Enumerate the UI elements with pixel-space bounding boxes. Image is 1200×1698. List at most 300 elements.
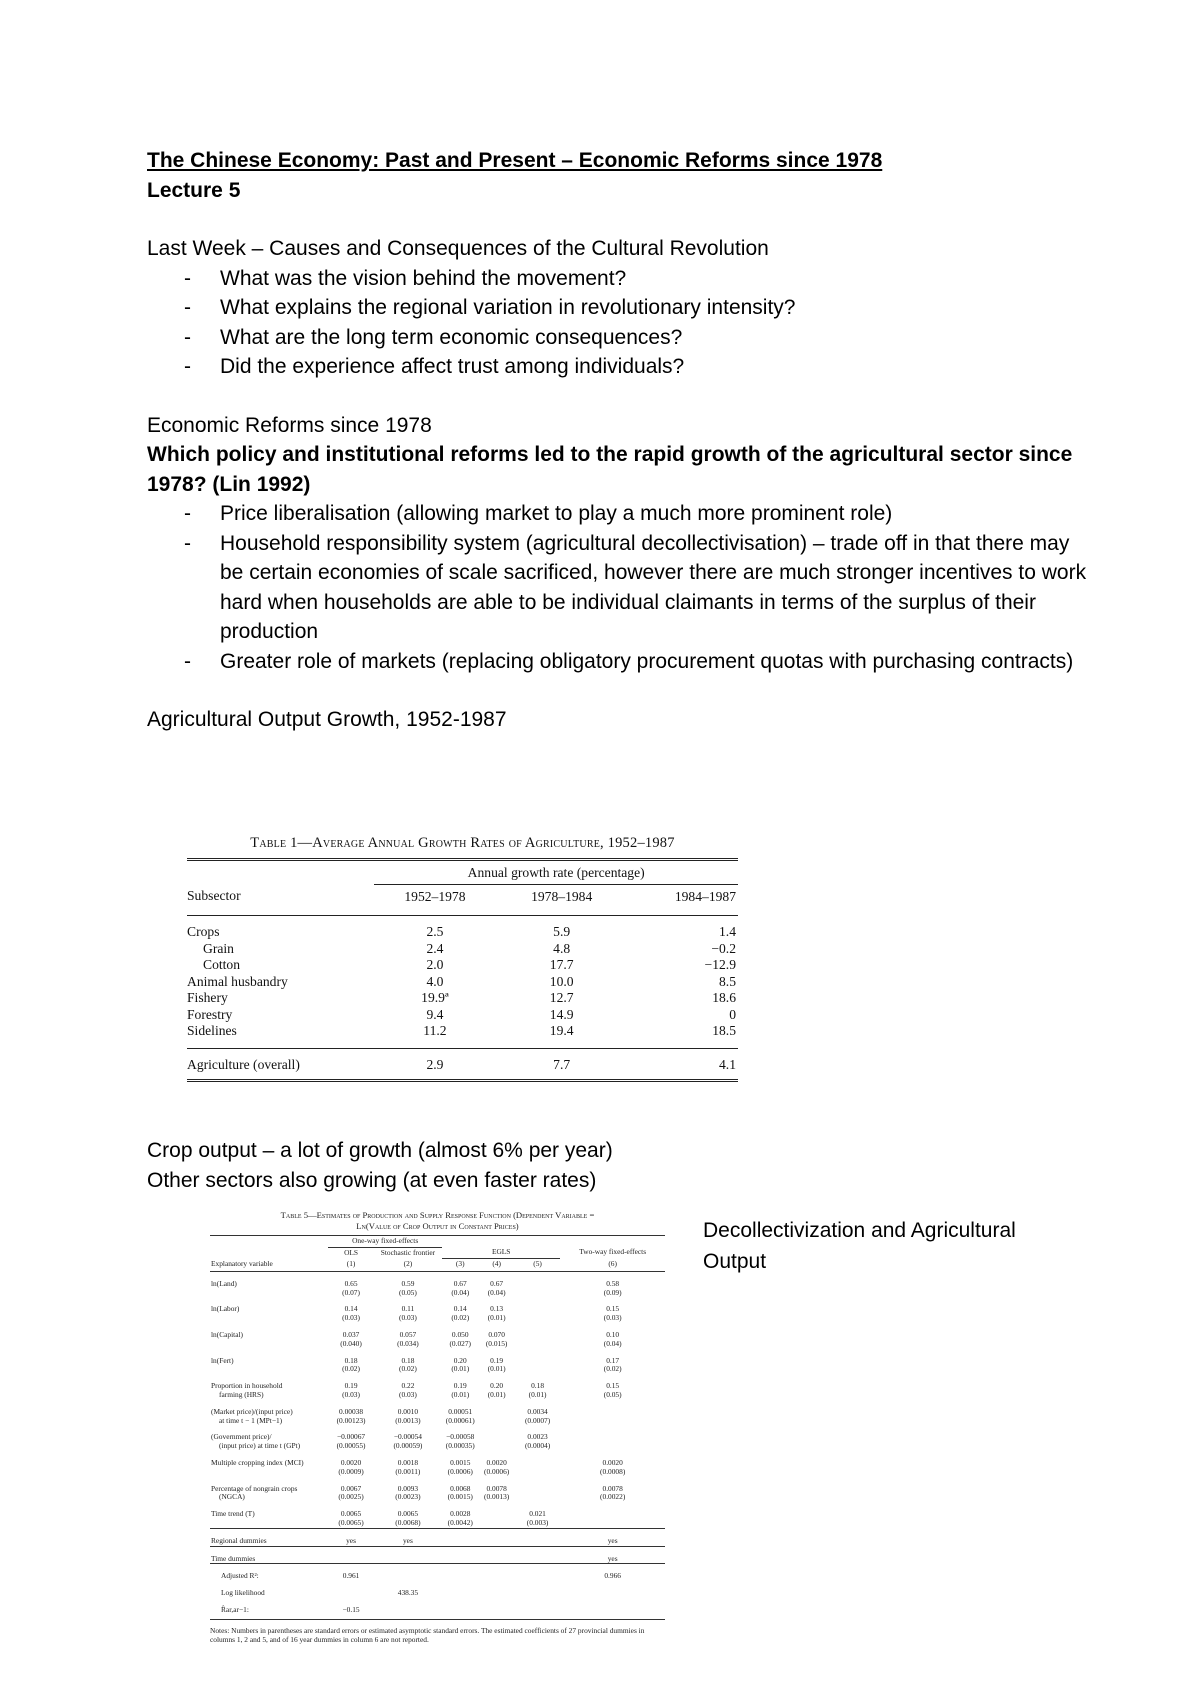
- table5-value-cell: [560, 1271, 665, 1297]
- table1-value-cell: 2.4: [426, 940, 444, 956]
- table1-figure: [187, 835, 738, 1082]
- table5-value-cell: [478, 1400, 514, 1426]
- table1-value-cell: −0.2: [711, 940, 736, 956]
- table5-value-text: 0.14: [453, 1304, 467, 1314]
- table-row: [187, 941, 738, 958]
- table5-value-cell: [478, 1425, 514, 1451]
- table5-value-cell: [442, 1598, 478, 1619]
- table5-value-text: 0.0093: [397, 1483, 419, 1493]
- table5-value-text: (0.03): [342, 1313, 360, 1323]
- table5-value-text: 0.0078: [602, 1483, 623, 1493]
- table5-value-text: (0.00035): [445, 1441, 475, 1451]
- table5-value-text: 0.0020: [486, 1458, 507, 1468]
- table5-group-egls: EGLS: [442, 1247, 560, 1258]
- table5-value-text: (0.0006): [484, 1466, 510, 1476]
- table1-subsector-cell: Fishery: [187, 990, 228, 1005]
- table5-value-text: 0.18: [344, 1355, 358, 1365]
- table5-value-cell: [515, 1425, 561, 1451]
- table-row: [210, 1581, 665, 1598]
- table5-value-text: 0.0034: [527, 1406, 548, 1416]
- list-item: - Price liberalisation (allowing market to play a much more prominent role): [147, 499, 1087, 529]
- table5-value-cell: [328, 1477, 374, 1503]
- table5-col-num: (3): [442, 1259, 478, 1272]
- table5-value-text: (0.0007): [524, 1415, 551, 1425]
- table5-value-text: (0.0009): [338, 1466, 364, 1476]
- table5-value-cell: [515, 1564, 561, 1581]
- table5-value-cell: [442, 1528, 478, 1546]
- table1-caption: Table 1—Average Annual Growth Rates of Agriculture, 1952–1987: [250, 835, 675, 851]
- table5-value-cell: [478, 1528, 514, 1546]
- table1-subsector-cell: Animal husbandry: [187, 973, 288, 989]
- table5-figure: [210, 1210, 665, 1644]
- table5-value-cell: [328, 1400, 374, 1426]
- table5-value-text: 0.59: [401, 1278, 415, 1288]
- document-body: [147, 146, 1087, 735]
- table5-variable-text: R̂ar,ar−1:: [221, 1605, 249, 1615]
- table5-value-cell: [478, 1271, 514, 1297]
- table5-value-cell: [478, 1598, 514, 1619]
- table5-value-cell: [328, 1546, 374, 1564]
- table5-value-cell: [560, 1451, 665, 1477]
- table5-value-text: 0.037: [342, 1330, 360, 1340]
- table5-variable-text: ln(Labor): [211, 1304, 240, 1314]
- table1-value-cell: 4.8: [553, 940, 571, 956]
- table5-value-text: (0.0025): [338, 1492, 364, 1502]
- table5-value-cell: [328, 1564, 374, 1581]
- table-row: [210, 1323, 665, 1349]
- table5-value-text: 0.050: [451, 1330, 469, 1340]
- table5-variable-cell: [210, 1502, 328, 1528]
- table-row: [210, 1528, 665, 1546]
- table5-value-cell: [374, 1374, 442, 1400]
- table-row: [210, 1451, 665, 1477]
- table5-value-text: (0.027): [449, 1338, 472, 1348]
- table5-value-text: 0.0015: [450, 1458, 471, 1468]
- table-row: [210, 1400, 665, 1426]
- table5-value-text: (0.0013): [395, 1415, 421, 1425]
- table5-value-cell: [515, 1349, 561, 1375]
- table5-value-text: −0.00058: [446, 1432, 475, 1442]
- table5-value-cell: [328, 1271, 374, 1297]
- table5-value-cell: [560, 1400, 665, 1426]
- table1-value-cell: 11.2: [423, 1023, 447, 1038]
- list-item: - What explains the regional variation in revolutionary intensity?: [147, 293, 1087, 323]
- table5-value-text: (0.03): [398, 1390, 417, 1400]
- table5-value-cell: [442, 1271, 478, 1297]
- table5-value-cell: [442, 1477, 478, 1503]
- table1-total-cell: 7.7: [496, 1048, 628, 1081]
- table5-variable-text: at time t − 1 (MPt−1): [219, 1415, 283, 1425]
- table5-caption-line: Ln(Value of Crop Output in Constant Prices): [356, 1220, 519, 1231]
- table1-value-cell: 9.4: [426, 1006, 444, 1022]
- table-row: [210, 1271, 665, 1297]
- document-title: The Chinese Economy: Past and Present – Economic Reforms since 1978: [147, 149, 883, 172]
- table-row: [187, 916, 738, 941]
- table5-value-cell: [374, 1598, 442, 1619]
- table5-value-text: −0.15: [342, 1605, 360, 1615]
- table5-value-cell: [560, 1528, 665, 1546]
- table5-value-text: (0.0008): [600, 1466, 626, 1476]
- table-row: [187, 974, 738, 991]
- table5-value-text: 0.18: [531, 1381, 545, 1391]
- table5-value-text: −0.00054: [393, 1432, 423, 1442]
- table5-caption: [210, 1210, 665, 1231]
- table1-value-cell: 12.7: [549, 990, 574, 1005]
- table5-value-text: (0.04): [603, 1338, 622, 1348]
- table5-variable-cell: [210, 1323, 328, 1349]
- table5-value-cell: [560, 1502, 665, 1528]
- table5-value-text: (0.03): [603, 1313, 622, 1323]
- table5-value-text: (0.01): [487, 1313, 506, 1323]
- table5-value-cell: [560, 1546, 665, 1564]
- table5-variable-text: Multiple cropping index (MCI): [211, 1458, 304, 1468]
- table5-value-text: 0.15: [606, 1304, 620, 1314]
- table5-value-cell: [374, 1528, 442, 1546]
- table1-value-cell: 17.7: [549, 957, 574, 972]
- table5-value-text: (0.02): [398, 1364, 417, 1374]
- table5-value-text: (0.02): [342, 1364, 360, 1374]
- table5-variable-text: Percentage of nongrain crops: [211, 1483, 298, 1493]
- table1-value-cell: 2.5: [426, 924, 444, 939]
- comments-block: [147, 1136, 1087, 1195]
- table5-variable-cell: [210, 1581, 328, 1598]
- table5-value-cell: [478, 1323, 514, 1349]
- table5-value-cell: [442, 1564, 478, 1581]
- table5-value-text: (0.015): [485, 1338, 508, 1348]
- table5-value-text: yes: [607, 1535, 618, 1545]
- table5-value-text: 0.0010: [397, 1406, 419, 1416]
- table5-col-head: Two-way fixed-effects: [579, 1247, 647, 1257]
- table5-value-cell: [328, 1425, 374, 1451]
- table1-value-cell: 4.0: [426, 973, 444, 989]
- table1-value-cell: 10.0: [549, 973, 574, 989]
- table5-value-text: 0.19: [344, 1381, 358, 1391]
- table5-value-text: (0.01): [528, 1390, 547, 1400]
- list-item: - What was the vision behind the movement?: [147, 264, 1087, 294]
- table5-variable-cell: [210, 1598, 328, 1619]
- table5-caption-line: Table 5—Estimates of Production and Supply Response Function (Dependent Variable =: [280, 1210, 595, 1220]
- table5-variable-text: Regional dummies: [211, 1535, 267, 1545]
- table5-variable-cell: [210, 1297, 328, 1323]
- table5-value-text: 0.13: [490, 1304, 504, 1314]
- table5-variable-text: ln(Land): [211, 1278, 237, 1288]
- table5-value-cell: [478, 1546, 514, 1564]
- table5-variable-cell: [210, 1349, 328, 1375]
- table5-value-cell: [515, 1323, 561, 1349]
- table5-value-text: 0.021: [529, 1509, 546, 1519]
- table5-value-cell: [560, 1564, 665, 1581]
- table1-group-header: Annual growth rate (percentage): [374, 860, 738, 885]
- table5-value-cell: [374, 1581, 442, 1598]
- table5-value-cell: [515, 1581, 561, 1598]
- table1-subsector-cell: Forestry: [187, 1006, 233, 1022]
- table5-value-text: (0.00055): [336, 1441, 366, 1451]
- table5-value-text: (0.04): [487, 1287, 506, 1297]
- table5-variable-cell: [210, 1374, 328, 1400]
- table-row: [187, 1023, 738, 1048]
- table5-value-cell: [328, 1349, 374, 1375]
- table5-value-cell: [328, 1297, 374, 1323]
- table5-value-cell: [374, 1477, 442, 1503]
- table5-value-cell: [560, 1374, 665, 1400]
- table5-value-text: (0.01): [451, 1364, 470, 1374]
- table5-value-cell: [560, 1425, 665, 1451]
- table5-value-text: (0.0006): [447, 1466, 473, 1476]
- table5-value-text: 0.0067: [340, 1483, 362, 1493]
- last-week-list: [147, 264, 1087, 382]
- table5-value-text: (0.0022): [600, 1492, 626, 1502]
- table5-variable-cell: [210, 1400, 328, 1426]
- table1-total-label: Agriculture (overall): [187, 1048, 374, 1081]
- table5-value-cell: [442, 1502, 478, 1528]
- table5-value-cell: [374, 1297, 442, 1323]
- table5-value-cell: [374, 1546, 442, 1564]
- table5-value-text: (0.0011): [395, 1466, 421, 1476]
- table-row: [210, 1564, 665, 1581]
- table-row: [210, 1502, 665, 1528]
- last-week-heading: Last Week – Causes and Consequences of the Cultural Revolution: [147, 237, 769, 260]
- table1: [187, 858, 738, 1082]
- table5-variable-cell: [210, 1564, 328, 1581]
- table5: [210, 1235, 665, 1620]
- list-item: - What are the long term economic consequences?: [147, 323, 1087, 353]
- table5-value-text: yes: [346, 1535, 356, 1545]
- table5-variable-cell: [210, 1546, 328, 1564]
- table5-value-cell: [442, 1400, 478, 1426]
- table5-variable-text: (Government price)/: [211, 1432, 272, 1442]
- table5-col-num: (4): [478, 1259, 514, 1272]
- table5-value-text: −0.00067: [336, 1432, 366, 1442]
- table1-value-cell: 1.4: [719, 924, 736, 939]
- table5-value-text: 0.10: [606, 1330, 620, 1340]
- table5-value-cell: [560, 1598, 665, 1619]
- table5-value-text: (0.02): [603, 1364, 622, 1374]
- table-row: [187, 957, 738, 974]
- table1-value-cell: 8.5: [719, 973, 736, 989]
- table5-value-cell: [478, 1374, 514, 1400]
- table5-value-text: 0.961: [342, 1571, 360, 1581]
- table5-variable-text: farming (HRS): [219, 1390, 264, 1400]
- table1-col-period: 1984–1987: [628, 884, 738, 916]
- table5-value-text: (0.0004): [524, 1441, 551, 1451]
- table5-value-text: (0.0013): [484, 1492, 510, 1502]
- table5-value-text: 0.0078: [486, 1483, 507, 1493]
- table-row: [210, 1349, 665, 1375]
- table5-variable-cell: [210, 1528, 328, 1546]
- table5-value-text: 0.67: [490, 1278, 504, 1288]
- table5-value-text: (0.00059): [393, 1441, 423, 1451]
- table5-value-cell: [374, 1502, 442, 1528]
- table5-value-text: 0.0068: [450, 1483, 471, 1493]
- table5-variable-cell: [210, 1425, 328, 1451]
- table1-col-subsector: Subsector: [187, 884, 374, 916]
- table5-value-cell: [374, 1349, 442, 1375]
- table5-value-cell: [328, 1374, 374, 1400]
- table-row: [210, 1598, 665, 1619]
- table5-value-text: (0.01): [487, 1390, 506, 1400]
- table5-value-cell: [478, 1581, 514, 1598]
- table5-value-cell: [374, 1451, 442, 1477]
- table1-value-cell: 0: [729, 1006, 736, 1022]
- table5-value-text: 0.19: [490, 1355, 504, 1365]
- table1-value-cell: 14.9: [549, 1006, 574, 1022]
- table5-variable-text: Time dummies: [211, 1553, 256, 1563]
- table5-value-text: 0.00051: [448, 1406, 473, 1416]
- table5-value-text: (0.00123): [336, 1415, 366, 1425]
- table5-value-text: (0.040): [340, 1338, 362, 1348]
- comment-other-sectors: Other sectors also growing (at even faster rates): [147, 1168, 597, 1192]
- table5-variable-text: Proportion in household: [211, 1381, 283, 1391]
- table5-note: Notes: Numbers in parentheses are standard errors or estimated asymptotic standard errors. The estimated coefficients of 27 provincial dummies in columns 1, 2 and 5, and of 16 year dummies in column 6 are not reported.: [210, 1625, 645, 1644]
- table5-value-cell: [442, 1581, 478, 1598]
- table5-value-text: 0.0020: [340, 1458, 362, 1468]
- table1-subsector-cell: Crops: [187, 924, 220, 939]
- table5-value-cell: [560, 1349, 665, 1375]
- table1-subsector-cell: Grain: [203, 940, 234, 956]
- table5-value-cell: [560, 1477, 665, 1503]
- table5-value-cell: [560, 1581, 665, 1598]
- output-heading: Agricultural Output Growth, 1952-1987: [147, 708, 507, 731]
- table5-variable-text: ln(Fert): [211, 1355, 234, 1365]
- table5-value-text: (0.0068): [395, 1518, 421, 1528]
- table5-value-text: (0.03): [342, 1390, 360, 1400]
- table5-value-text: 0.17: [606, 1355, 620, 1365]
- table5-value-cell: [515, 1374, 561, 1400]
- table5-value-cell: [442, 1451, 478, 1477]
- table5-value-text: 0.966: [604, 1571, 621, 1581]
- table5-value-text: (0.09): [603, 1287, 622, 1297]
- table5-variable-text: (input price) at time t (GPt): [219, 1441, 301, 1451]
- table5-value-text: 0.19: [453, 1381, 467, 1391]
- table5-col-var: Explanatory variable: [210, 1259, 328, 1272]
- table5-value-text: (0.00061): [445, 1415, 475, 1425]
- table5-value-text: (0.05): [603, 1390, 622, 1400]
- table5-value-cell: [374, 1425, 442, 1451]
- list-item: - Did the experience affect trust among individuals?: [147, 352, 1087, 382]
- table1-total-cell: 4.1: [628, 1048, 738, 1081]
- table5-value-cell: [374, 1400, 442, 1426]
- table5-value-text: 0.14: [344, 1304, 358, 1314]
- table5-value-text: 0.11: [401, 1304, 415, 1314]
- reforms-list: [147, 499, 1087, 676]
- table5-value-text: yes: [402, 1535, 413, 1545]
- list-item: - Greater role of markets (replacing obligatory procurement quotas with purchasing contracts): [147, 647, 1087, 677]
- table5-value-cell: [515, 1598, 561, 1619]
- table5-value-text: 0.070: [488, 1330, 505, 1340]
- table1-subsector-cell: Sidelines: [187, 1023, 237, 1038]
- table1-value-cell: −12.9: [704, 957, 736, 972]
- table5-value-text: yes: [607, 1553, 618, 1563]
- table5-value-cell: [515, 1546, 561, 1564]
- table5-value-cell: [374, 1323, 442, 1349]
- list-item: - Household responsibility system (agricultural decollectivisation) – trade off in that there may be certain economies of scale sacrificed, however there are much stronger incentives to work hard when households are able to be individual claimants in terms of the surplus of their production: [147, 529, 1087, 647]
- table5-value-text: 0.0018: [397, 1458, 419, 1468]
- table5-value-cell: [328, 1528, 374, 1546]
- table5-value-text: 0.58: [606, 1278, 620, 1288]
- table5-value-cell: [478, 1477, 514, 1503]
- table5-value-text: 0.20: [453, 1355, 467, 1365]
- table5-value-text: (0.0015): [447, 1492, 473, 1502]
- table5-variable-text: Time trend (T): [211, 1509, 255, 1519]
- table5-variable-text: Adjusted R²:: [221, 1571, 259, 1581]
- lecture-label: Lecture 5: [147, 178, 241, 202]
- table5-value-text: (0.003): [526, 1518, 549, 1528]
- table5-variable-text: Log likelihood: [221, 1588, 265, 1598]
- table5-value-cell: [442, 1374, 478, 1400]
- table-row: [210, 1425, 665, 1451]
- table5-value-text: 0.0020: [602, 1458, 623, 1468]
- table5-value-cell: [478, 1564, 514, 1581]
- table5-variable-text: (Market price)/(input price): [211, 1406, 293, 1416]
- table5-col-head: OLS: [344, 1247, 359, 1257]
- table5-value-cell: [515, 1297, 561, 1323]
- table5-variable-cell: [210, 1271, 328, 1297]
- table5-value-text: 0.0023: [527, 1432, 548, 1442]
- table1-col-period: 1978–1984: [496, 884, 628, 916]
- table1-value-cell: 5.9: [553, 924, 571, 939]
- table5-value-text: 438.35: [397, 1588, 419, 1598]
- table1-value-cell: 18.6: [712, 990, 736, 1005]
- table-row: [210, 1374, 665, 1400]
- table-row: [187, 990, 738, 1007]
- table5-value-cell: [515, 1528, 561, 1546]
- table5-value-cell: [374, 1271, 442, 1297]
- table5-variable-text: (NGCA): [219, 1492, 245, 1502]
- table5-variable-cell: [210, 1451, 328, 1477]
- table5-variable-text: ln(Capital): [211, 1330, 244, 1340]
- table1-value-cell: 18.5: [712, 1023, 736, 1038]
- table5-value-text: 0.0065: [397, 1509, 419, 1519]
- table1-value-cell: 2.0: [426, 957, 444, 972]
- table5-value-cell: [328, 1502, 374, 1528]
- table5-col-num: (6): [560, 1259, 665, 1272]
- table5-value-cell: [442, 1349, 478, 1375]
- table5-value-cell: [478, 1451, 514, 1477]
- table5-value-cell: [374, 1564, 442, 1581]
- table5-value-cell: [478, 1502, 514, 1528]
- table5-value-text: (0.02): [451, 1313, 470, 1323]
- table-row: [210, 1477, 665, 1503]
- table5-col-num: (1): [328, 1259, 374, 1272]
- table5-value-text: (0.0023): [395, 1492, 421, 1502]
- comment-crop-output: Crop output – a lot of growth (almost 6% per year): [147, 1139, 613, 1162]
- reforms-heading: Economic Reforms since 1978: [147, 413, 432, 437]
- table1-total-cell: 2.9: [374, 1048, 495, 1081]
- table5-value-text: (0.0042): [447, 1518, 473, 1528]
- table5-value-cell: [560, 1323, 665, 1349]
- table1-value-cell: 19.4: [549, 1023, 574, 1038]
- table-row: [210, 1546, 665, 1564]
- table-row: [210, 1297, 665, 1323]
- table5-value-text: (0.05): [398, 1287, 417, 1297]
- table5-value-text: 0.00038: [339, 1406, 364, 1416]
- table5-value-text: 0.15: [606, 1381, 620, 1391]
- table5-value-text: (0.04): [451, 1287, 470, 1297]
- table5-value-text: (0.01): [487, 1364, 506, 1374]
- table5-value-cell: [478, 1297, 514, 1323]
- table5-value-cell: [515, 1477, 561, 1503]
- table-row: [187, 1007, 738, 1024]
- table5-value-text: (0.01): [451, 1390, 470, 1400]
- table5-value-text: 0.67: [453, 1278, 467, 1288]
- table1-value-cell: 19.9ª: [421, 990, 449, 1005]
- table5-value-cell: [442, 1546, 478, 1564]
- table5-group-oneway: One-way fixed-effects: [328, 1236, 442, 1248]
- table5-value-cell: [515, 1271, 561, 1297]
- table5-value-text: 0.057: [399, 1330, 417, 1340]
- table5-value-text: 0.0028: [450, 1509, 471, 1519]
- table5-value-cell: [442, 1425, 478, 1451]
